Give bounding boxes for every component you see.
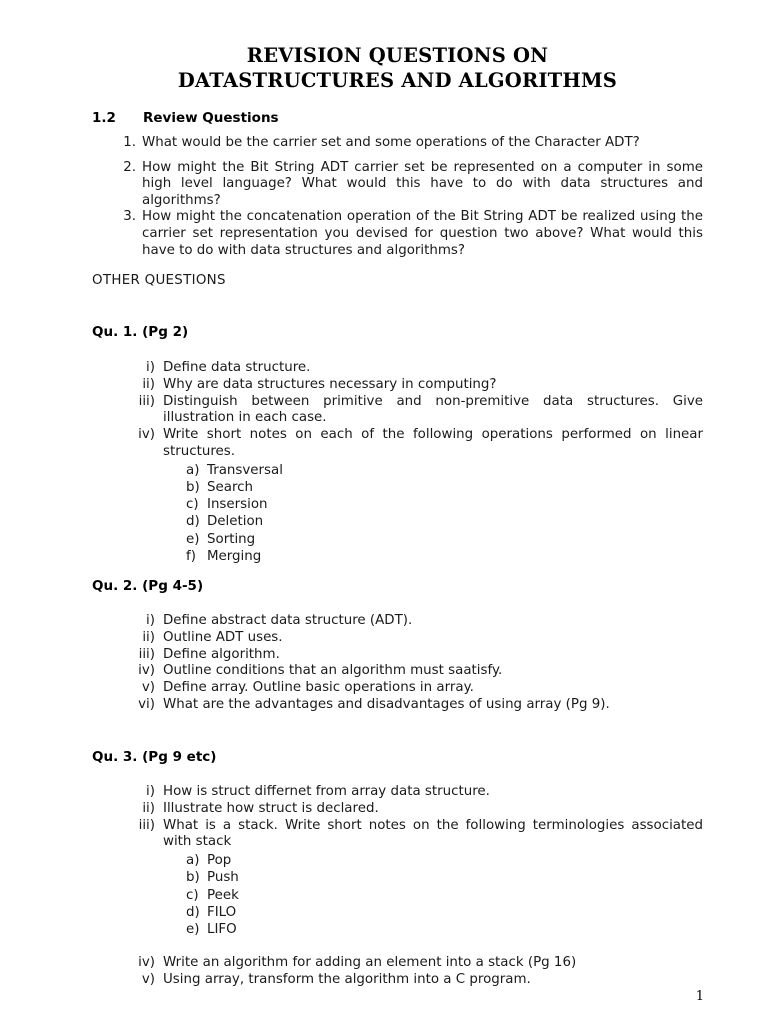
list-item-text: Insersion [207, 497, 268, 513]
question-3-heading: Qu. 3. (Pg 9 etc) [92, 749, 217, 765]
list-item-marker: c) [186, 887, 199, 903]
question-3-terminologies-list [186, 852, 703, 938]
list-item-text: Transversal [207, 462, 283, 478]
list-item-text: Illustrate how struct is declared. [163, 800, 379, 816]
list-item-marker: a) [186, 462, 200, 478]
list-item-marker: e) [186, 922, 200, 937]
list-item-marker: f) [186, 548, 196, 564]
list-item-text: Define array. Outline basic operations in array. [163, 680, 474, 696]
list-item-marker: b) [186, 479, 200, 495]
question-3-list-tail [118, 955, 703, 989]
list-item-text: Peek [207, 887, 239, 903]
list-item-marker: i) [146, 613, 155, 628]
list-item [186, 496, 703, 513]
list-item [118, 801, 703, 818]
list-item-text: Sorting [207, 531, 256, 547]
list-item-marker: b) [186, 870, 200, 886]
list-item-marker: iii) [138, 393, 155, 409]
page-title [92, 43, 703, 93]
other-questions-label: OTHER QUESTIONS [92, 273, 226, 288]
list-item-marker: iv) [138, 427, 155, 443]
page-number: 1 [695, 989, 704, 1004]
list-item-text: What is a stack. Write short notes on the following terminologies associated with stack [163, 817, 703, 850]
list-item-text: Outline conditions that an algorithm must saatisfy. [163, 663, 503, 679]
list-item [118, 955, 703, 972]
list-item [118, 377, 703, 394]
list-item [118, 394, 703, 428]
list-item-text: Merging [207, 548, 262, 564]
list-item-marker: ii) [142, 629, 155, 645]
list-item-text: What are the advantages and disadvantages of using array (Pg 9). [163, 696, 610, 712]
list-item [118, 630, 703, 647]
list-item-marker: v) [141, 971, 155, 987]
section-heading [92, 110, 703, 127]
list-item-text: Push [207, 870, 239, 886]
list-item-text: LIFO [207, 922, 237, 937]
list-item-marker: i) [146, 784, 155, 799]
list-item [186, 513, 703, 530]
list-item [186, 887, 703, 904]
list-item [186, 904, 703, 921]
list-item-text: Pop [207, 853, 232, 869]
list-item-marker: ii) [142, 376, 155, 392]
list-item-marker: iv) [138, 663, 155, 679]
list-item-text: What would be the carrier set and some operations of the Character ADT? [142, 135, 640, 150]
list-item [186, 852, 703, 869]
list-item [118, 697, 703, 714]
list-item-text: Define data structure. [163, 360, 311, 375]
list-item [118, 613, 703, 630]
list-item [186, 462, 703, 479]
question-1-operations-list [186, 462, 703, 565]
list-item [118, 160, 703, 210]
list-item-text: Write an algorithm for adding an element into a stack (Pg 16) [163, 955, 577, 970]
list-item [118, 818, 703, 939]
list-item-marker: d) [186, 514, 200, 530]
list-item-text: How is struct differnet from array data structure. [163, 784, 490, 799]
list-item-text: Distinguish between primitive and non-premitive data structures. Give illustration in each case. [163, 393, 703, 426]
list-item [118, 784, 703, 801]
review-questions-list [118, 135, 703, 259]
list-item-marker: 2. [123, 159, 136, 175]
list-item-text: Write short notes on each of the following operations performed on linear structures. [163, 427, 703, 459]
question-1-heading: Qu. 1. (Pg 2) [92, 324, 189, 340]
list-item-marker: c) [186, 497, 199, 513]
list-item [186, 531, 703, 548]
list-item [118, 972, 703, 989]
list-item [118, 663, 703, 680]
section-number: 1.2 [92, 110, 116, 126]
list-item-text: Outline ADT uses. [163, 629, 283, 645]
list-item-marker: a) [186, 853, 200, 869]
question-1-list [118, 360, 703, 565]
list-item-text: Why are data structures necessary in computing? [163, 376, 497, 392]
list-item-text: Deletion [207, 514, 264, 530]
list-item-marker: d) [186, 904, 200, 920]
list-item-text: Define abstract data structure (ADT). [163, 613, 413, 628]
question-2-list [118, 613, 703, 714]
list-item-marker: iv) [138, 955, 155, 970]
list-item-text: How might the concatenation operation of the Bit String ADT be realized using the carrier set representation you devised for question two above? What would this have to do with data structures and algorithms? [142, 209, 703, 258]
list-item-marker: e) [186, 531, 200, 547]
list-item-text: Using array, transform the algorithm into a C program. [163, 971, 531, 987]
section-heading-label: Review Questions [143, 110, 279, 126]
list-item-marker: iii) [138, 817, 155, 833]
list-item [118, 680, 703, 697]
list-item [118, 209, 703, 259]
list-item-marker: vi) [138, 696, 155, 712]
list-item-text: Define algorithm. [163, 646, 280, 662]
list-item [186, 869, 703, 886]
list-item-marker: v) [141, 680, 155, 696]
list-item-marker: i) [146, 360, 155, 375]
title-line-1: REVISION QUESTIONS ON [246, 44, 549, 67]
list-item [186, 479, 703, 496]
list-item-marker: ii) [142, 800, 155, 816]
list-item-marker: 3. [123, 209, 136, 225]
question-2-heading: Qu. 2. (Pg 4-5) [92, 578, 204, 594]
list-item-marker: iii) [138, 646, 155, 662]
list-item-text: Search [207, 479, 254, 495]
list-item [118, 135, 703, 152]
question-3-list [118, 784, 703, 938]
list-item [118, 360, 703, 377]
title-line-2: DATASTRUCTURES AND ALGORITHMS [177, 69, 618, 92]
list-item [118, 647, 703, 664]
list-item-text: How might the Bit String ADT carrier set be represented on a computer in some high level language? What would this have to do with data structures and algorithms? [142, 159, 703, 208]
list-item [118, 427, 703, 565]
list-item [186, 921, 703, 938]
list-item-marker: 1. [123, 135, 136, 150]
list-item-text: FILO [207, 904, 237, 920]
list-item [186, 548, 703, 565]
